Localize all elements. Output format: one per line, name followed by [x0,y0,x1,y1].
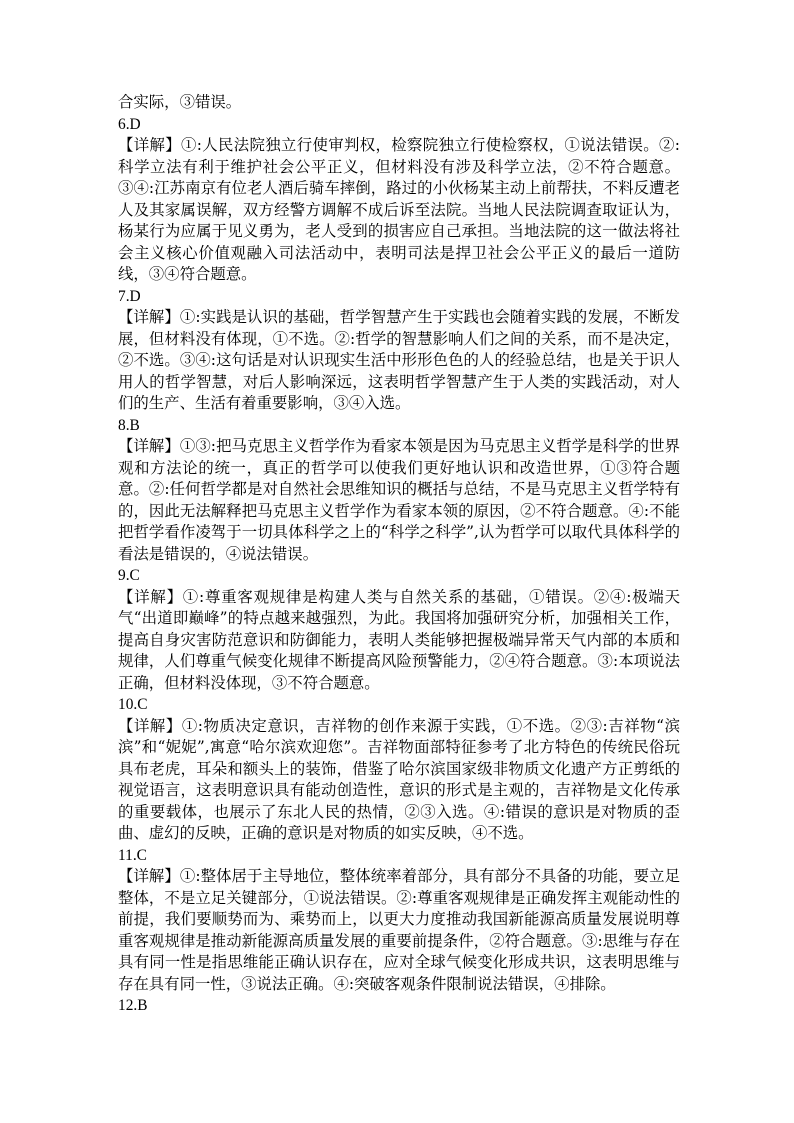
question-12-answer: 12.B [118,997,148,1014]
question-11-answer: 11.C [118,846,147,864]
answer-document [118,92,680,1017]
question-8-explanation: 【详解】①③:把马克思主义哲学作为看家本领是因为马克思主义哲学是科学的世界观和方法论的统一，真正的哲学可以使我们更好地认识和改造世界，①③符合题意。②:任何哲学都是对自然社会思维知识的概括与总结，不是马克思主义哲学特有的，因此无法解释把马克思主义哲学作为看家本领的原因，②不符合题意。④:不能把哲学看作凌驾于一切具体科学之上的“科学之科学”,认为哲学可以取代具体科学的看法是错误的，④说法错误。 [118,437,680,563]
question-6-answer: 6.D [118,115,141,133]
question-7-answer: 7.D [118,287,141,305]
answer-text-continuation: 合实际，③错误。 [118,93,242,111]
question-7-explanation: 【详解】①:实践是认识的基础，哲学智慧产生于实践也会随着实践的发展，不断发展，但材料没有体现，①不选。②:哲学的智慧影响人们之间的关系，而不是决定，②不选。③④:这句话是对认识现实生活中形形色色的人的经验总结，也是关于识人用人的哲学智慧，对后人影响深远，这表明哲学智慧产生于人类的实践活动，对人们的生产、生活有着重要影响，③④入选。 [118,308,680,412]
question-11-explanation: 【详解】①:整体居于主导地位，整体统率着部分，具有部分不具备的功能，要立足整体，不是立足关键部分，①说法错误。②:尊重客观规律是正确发挥主观能动性的前提，我们要顺势而为、乘势而上，以更大力度推动我国新能源高质量发展说明尊重客观规律是推动新能源高质量发展的重要前提条件，②符合题意。③:思维与存在具有同一性是指思维能正确认识存在，应对全球气候变化形成共识，这表明思维与存在具有同一性，③说法正确。④:突破客观条件限制说法错误，④排除。 [118,867,680,993]
question-10-answer: 10.C [118,696,148,713]
question-9-explanation: 【详解】①:尊重客观规律是构建人类与自然关系的基础，①错误。②④:极端天气“出道即巅峰”的特点越来越强烈，为此。我国将加强研究分析，加强相关工作，提高自身灾害防范意识和防御能力，表明人类能够把握极端异常天气内部的本质和规律，人们尊重气候变化规律不断提高风险预警能力，②④符合题意。③:本项说法正确，但材料没体现，③不符合题意。 [118,587,680,692]
question-10-explanation: 【详解】①:物质决定意识，吉祥物的创作来源于实践，①不选。②③:吉祥物“滨滨”和“妮妮”,寓意“哈尔滨欢迎您”。吉祥物面部特征参考了北方特色的传统民俗玩具布老虎，耳朵和额头上的装饰，借鉴了哈尔滨国家级非物质文化遗产方正剪纸的视觉语言，这表明意识具有能动创造性，意识的形式是主观的，吉祥物是文化传承的重要载体，也展示了东北人民的热情，②③入选。④:错误的意识是对物质的歪曲、虚幻的反映，正确的意识是对物质的如实反映，④不选。 [118,716,680,842]
question-6-explanation: 【详解】①:人民法院独立行使审判权，检察院独立行使检察权，①说法错误。②:科学立法有利于维护社会公平正义，但材料没有涉及科学立法，②不符合题意。③④:江苏南京有位老人酒后骑车摔倒，路过的小伙杨某主动上前帮扶，不料反遭老人及其家属误解，双方经警方调解不成后诉至法院。当地人民法院调查取证认为，杨某行为应属于见义勇为，老人受到的损害应自己承担。当地法院的这一做法将社会主义核心价值观融入司法活动中，表明司法是捍卫社会公平正义的最后一道防线，③④符合题意。 [118,136,680,283]
question-8-answer: 8.B [118,416,140,434]
question-9-answer: 9.C [118,567,140,584]
